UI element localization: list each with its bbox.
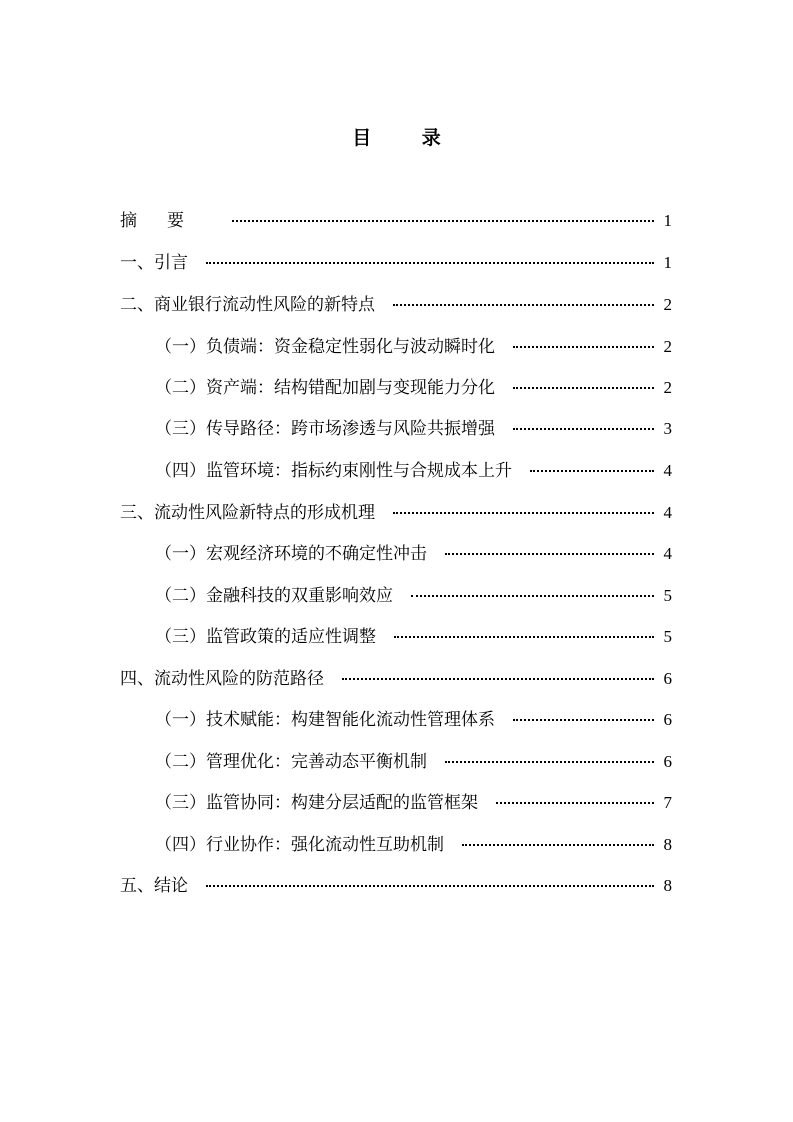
toc-entry-label: （二）金融科技的双重影响效应 — [155, 586, 393, 606]
toc-entry-section-2[interactable] — [120, 292, 672, 318]
toc-dot-leader — [342, 678, 654, 680]
toc-entry-label: 一、引言 — [120, 253, 188, 273]
toc-page-number: 4 — [663, 503, 672, 522]
toc-entry-section-4-2[interactable] — [155, 749, 672, 775]
toc-entry-section-3-1[interactable] — [155, 541, 672, 567]
toc-entry-label: （三）监管协同：构建分层适配的监管框架 — [155, 793, 478, 813]
toc-page-number: 6 — [663, 669, 672, 688]
toc-dot-leader — [513, 387, 654, 389]
toc-entry-label: （一）技术赋能：构建智能化流动性管理体系 — [155, 710, 495, 730]
toc-page-number: 4 — [663, 544, 672, 563]
toc-page-number: 1 — [663, 253, 672, 272]
toc-entry-section-2-1[interactable] — [155, 334, 672, 360]
toc-dot-leader — [445, 761, 654, 763]
toc-dot-leader — [513, 428, 654, 430]
toc-entry-label: 四、流动性风险的防范路径 — [120, 669, 324, 689]
toc-dot-leader — [530, 470, 654, 472]
toc-entry-label: 二、商业银行流动性风险的新特点 — [120, 295, 375, 315]
toc-entry-label: 五、结论 — [120, 876, 188, 896]
toc-dot-leader — [206, 262, 654, 264]
toc-entry-section-4[interactable] — [120, 666, 672, 692]
toc-entry-section-2-4[interactable] — [155, 458, 672, 484]
toc-page-number: 6 — [663, 710, 672, 729]
toc-page-number: 2 — [663, 295, 672, 314]
toc-entry-section-4-1[interactable] — [155, 707, 672, 733]
toc-entry-label: （二）资产端：结构错配加剧与变现能力分化 — [155, 378, 495, 398]
toc-page-number: 8 — [663, 835, 672, 854]
toc-entry-label: （二）管理优化：完善动态平衡机制 — [155, 752, 427, 772]
toc-entry-conclusion[interactable] — [120, 873, 672, 899]
toc-page-number: 2 — [663, 337, 672, 356]
toc-entry-label: 摘要 — [120, 211, 214, 231]
toc-page-number: 6 — [663, 752, 672, 771]
toc-dot-leader — [393, 512, 654, 514]
toc-entry-label: （四）行业协作：强化流动性互助机制 — [155, 835, 444, 855]
toc-page-number: 7 — [663, 793, 672, 812]
toc-page-number: 5 — [663, 627, 672, 646]
toc-page-number: 1 — [663, 211, 672, 230]
toc-page-number: 8 — [663, 876, 672, 895]
toc-entry-label: （三）监管政策的适应性调整 — [155, 627, 376, 647]
toc-entry-abstract[interactable] — [120, 208, 672, 234]
toc-entry-label: （一）宏观经济环境的不确定性冲击 — [155, 544, 427, 564]
toc-dot-leader — [394, 636, 654, 638]
toc-entry-label: （一）负债端：资金稳定性弱化与波动瞬时化 — [155, 337, 495, 357]
toc-entry-section-3-3[interactable] — [155, 624, 672, 650]
toc-dot-leader — [206, 885, 654, 887]
toc-page-number: 4 — [663, 461, 672, 480]
toc-dot-leader — [462, 844, 654, 846]
toc-dot-leader — [496, 802, 654, 804]
toc-entry-section-4-3[interactable] — [155, 790, 672, 816]
toc-dot-leader — [513, 719, 654, 721]
page-title: 目 录 — [352, 127, 463, 149]
toc-entry-label: （四）监管环境：指标约束刚性与合规成本上升 — [155, 461, 512, 481]
toc-page-number: 3 — [663, 419, 672, 438]
toc-entry-section-4-4[interactable] — [155, 832, 672, 858]
toc-dot-leader — [513, 346, 654, 348]
toc-entry-section-3-2[interactable] — [155, 583, 672, 609]
toc-entry-introduction[interactable] — [120, 250, 672, 276]
toc-page-number: 5 — [663, 586, 672, 605]
toc-entry-label: 三、流动性风险新特点的形成机理 — [120, 503, 375, 523]
toc-entry-section-2-3[interactable] — [155, 416, 672, 442]
toc-entry-section-3[interactable] — [120, 500, 672, 526]
toc-dot-leader — [393, 304, 654, 306]
toc-entry-label: （三）传导路径：跨市场渗透与风险共振增强 — [155, 419, 495, 439]
toc-dot-leader — [411, 595, 654, 597]
toc-dot-leader — [445, 553, 654, 555]
toc-dot-leader — [232, 220, 654, 222]
toc-entry-section-2-2[interactable] — [155, 375, 672, 401]
toc-page-number: 2 — [663, 378, 672, 397]
